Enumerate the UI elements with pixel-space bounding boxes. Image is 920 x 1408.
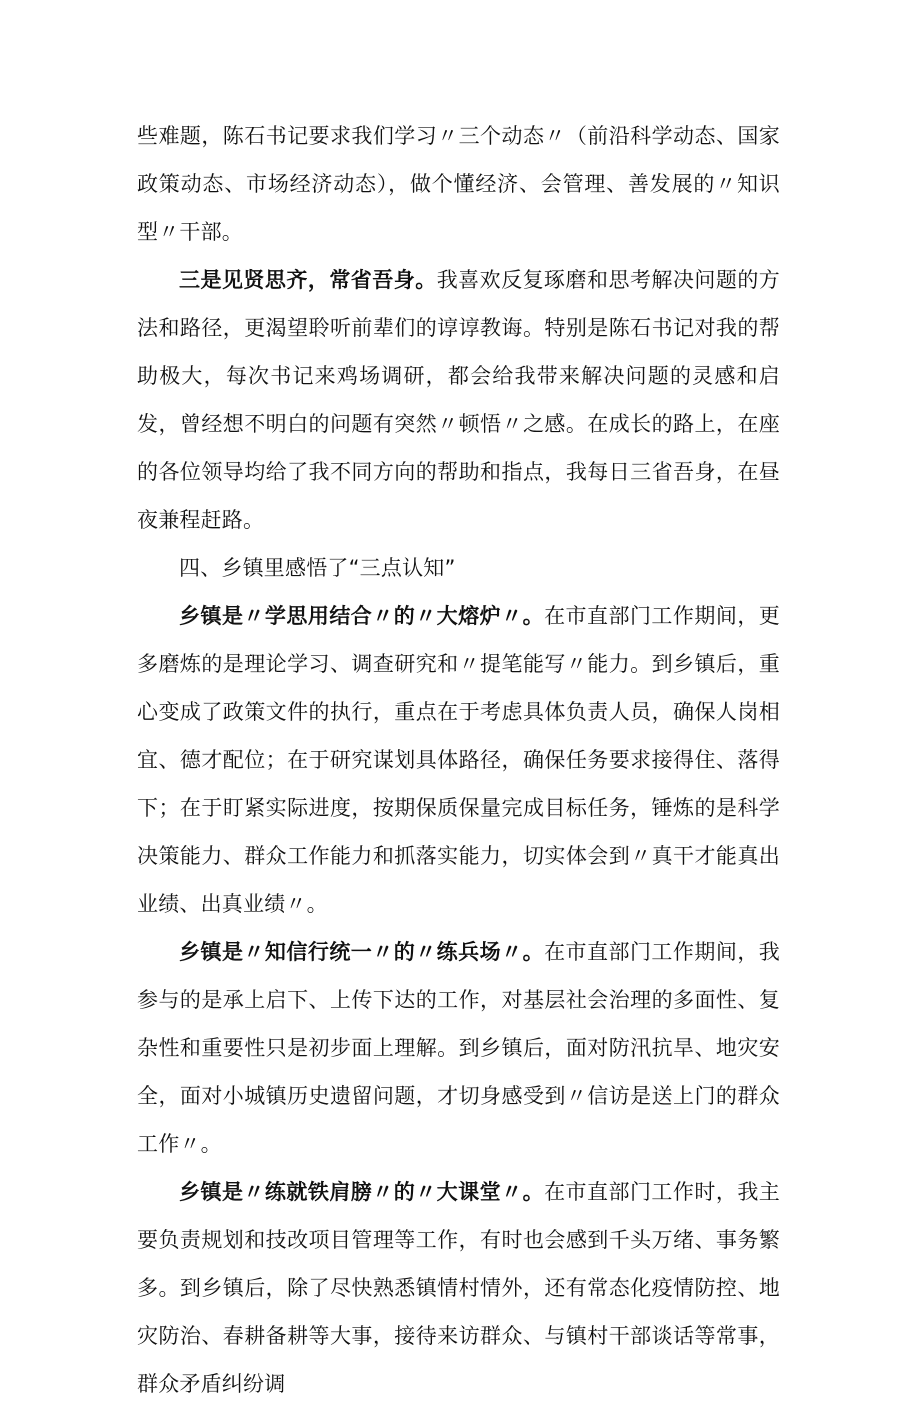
paragraph-melting-pot	[137, 592, 780, 928]
paragraph-self-reflection	[137, 256, 780, 544]
section-heading-text: 四、乡镇里感悟了“三点认知”	[179, 556, 456, 580]
paragraph-text: 些难题，陈石书记要求我们学习〃三个动态〃（前沿科学动态、国家政策动态、市场经济动态），做个懂经济、会管理、善发展的〃知识型〃干部。	[137, 124, 780, 244]
paragraph-text: 在市直部门工作时，我主要负责规划和技改项目管理等工作，有时也会感到千头万绪、事务繁多。到乡镇后，除了尽快熟悉镇情村情外，还有常态化疫情防控、地灾防治、春耕备耕等大事，接待来访群众、与镇村干部谈话等常事，群众矛盾纠纷调	[137, 1180, 780, 1396]
paragraph-training-ground	[137, 928, 780, 1168]
paragraph-lead: 乡镇是〃学思用结合〃的〃大熔炉〃。	[179, 604, 545, 628]
paragraph-continuation	[137, 112, 780, 256]
paragraph-lead: 乡镇是〃练就铁肩膀〃的〃大课堂〃。	[179, 1180, 545, 1204]
paragraph-text: 在市直部门工作期间，更多磨炼的是理论学习、调查研究和〃提笔能写〃能力。到乡镇后，重心变成了政策文件的执行，重点在于考虑具体负责人员，确保人岗相宜、德才配位；在于研究谋划具体路径，确保任务要求接得住、落得下；在于盯紧实际进度，按期保质保量完成目标任务，锤炼的是科学决策能力、群众工作能力和抓落实能力，切实体会到〃真干才能真出业绩、出真业绩〃。	[137, 604, 780, 916]
paragraph-lead: 三是见贤思齐，常省吾身。	[179, 268, 437, 292]
document-body	[137, 112, 780, 1408]
paragraph-classroom	[137, 1168, 780, 1408]
section-heading	[137, 544, 780, 592]
paragraph-lead: 乡镇是〃知信行统一〃的〃练兵场〃。	[179, 940, 545, 964]
paragraph-text: 在市直部门工作期间，我参与的是承上启下、上传下达的工作，对基层社会治理的多面性、复杂性和重要性只是初步面上理解。到乡镇后，面对防汛抗旱、地灾安全，面对小城镇历史遗留问题，才切身感受到〃信访是送上门的群众工作〃。	[137, 940, 780, 1156]
paragraph-text: 我喜欢反复琢磨和思考解决问题的方法和路径，更渴望聆听前辈们的谆谆教诲。特别是陈石书记对我的帮助极大，每次书记来鸡场调研，都会给我带来解决问题的灵感和启发，曾经想不明白的问题有突然〃顿悟〃之感。在成长的路上，在座的各位领导均给了我不同方向的帮助和指点，我每日三省吾身，在昼夜兼程赶路。	[137, 268, 780, 532]
